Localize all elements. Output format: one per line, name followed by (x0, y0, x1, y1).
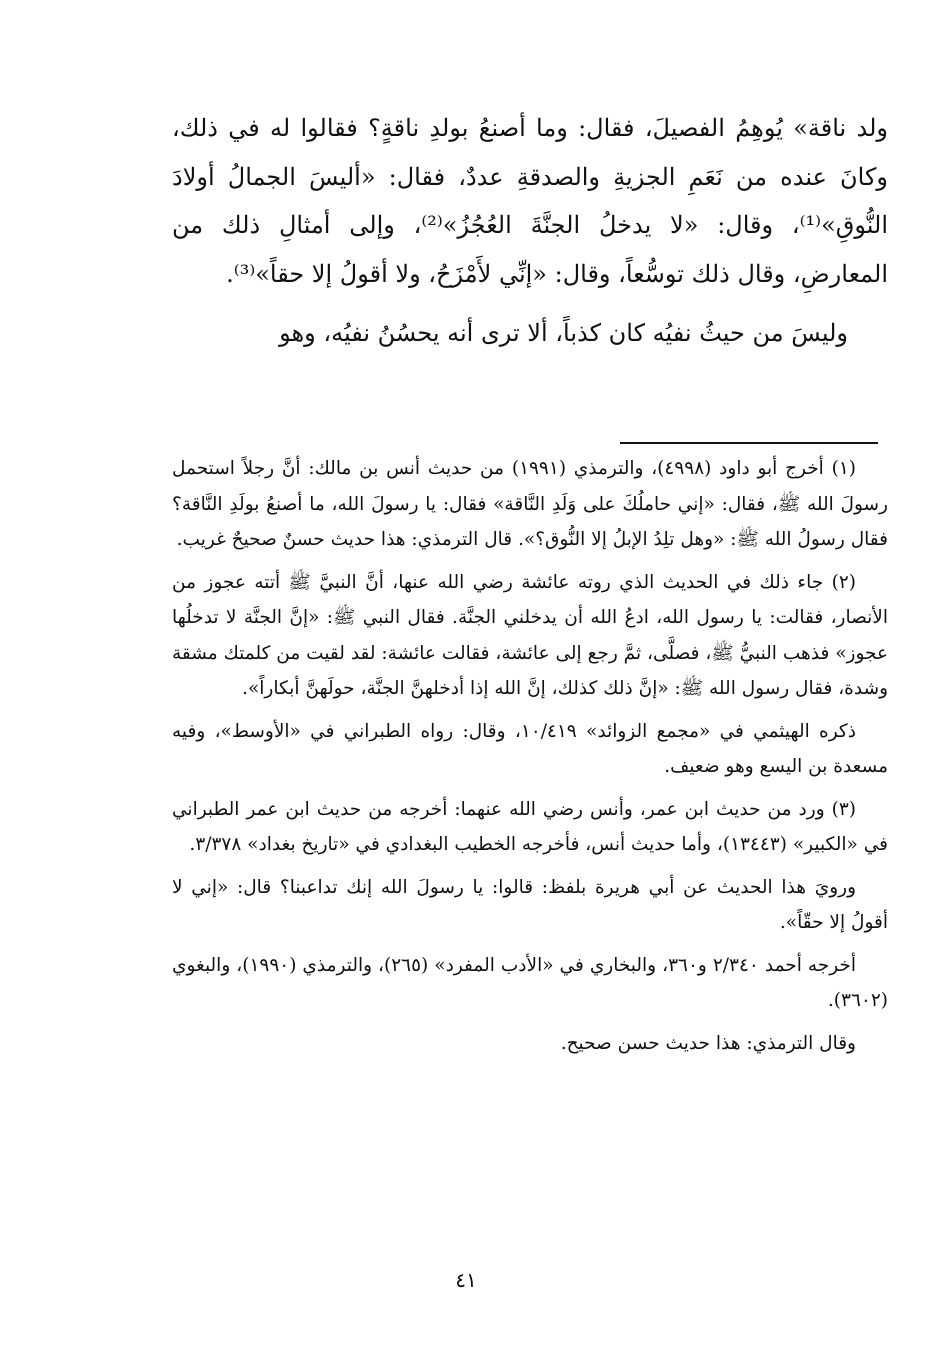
footnote-3-grading: وقال الترمذي: هذا حديث حسن صحيح. (560, 1032, 856, 1054)
main-text (172, 104, 888, 358)
footnote-2: (٢) جاء ذلك في الحديث الذي روته عائشة رضي الله عنها، أنَّ النبيَّ ﷺ أتته عجوز من الأنصار، فقالت: يا رسول الله، ادعُ الله أن يدخلني الجنَّة. فقال النبي ﷺ: «إنَّ الجنَّة لا تدخلُها عجوز» فذهب النبيُّ ﷺ، فصلَّى، ثمَّ رجع إلى عائشة، فقالت عائشة: لقد لقيت من كلمتك مشقة وشدة، فقال رسول الله ﷺ: «إنَّ ذلك كذلك، إنَّ الله إذا أدخلهنَّ الجنَّة، حولَهنَّ أبكاراً». (172, 571, 888, 699)
footnotes (172, 451, 888, 1068)
footnote-3: (٣) ورد من حديث ابن عمر، وأنس رضي الله عنهما: أخرجه من حديث ابن عمر الطبراني في «الكبير» (١٣٤٤٣)، وأما حديث أنس، فأخرجه الخطيب البغدادي في «تاريخ بغداد» ٣/٣٧٨. (172, 798, 888, 855)
footnote-separator (620, 442, 878, 444)
footnote-2-source: ذكره الهيثمي في «مجمع الزوائد» ١٠/٤١٩، وقال: رواه الطبراني في «الأوسط»، وفيه مسعدة بن اليسع وهو ضعيف. (172, 720, 888, 777)
main-paragraph: ولد ناقة» يُوهِمُ الفصيلَ، فقال: وما أصنعُ بولدِ ناقةٍ؟ فقالوا له في ذلك، وكانَ عنده من نَعَمِ الجزيةِ والصدقةِ عددٌ، فقال: «أليسَ الجمالُ أولادَ النُّوقِ»⁽¹⁾، وقال: «لا يدخلُ الجنَّةَ العُجُزُ»⁽²⁾، وإلى أمثالِ ذلك من المعارضِ، وقال ذلك توسُّعاً، وقال: «إنِّي لأَمْزَحُ، ولا أقولُ إلا حقاً»⁽³⁾. (172, 114, 888, 288)
page-number: ٤١ (455, 1268, 477, 1292)
footnote-3-variant: ورويَ هذا الحديث عن أبي هريرة بلفظ: قالوا: يا رسولَ الله إنك تداعبنا؟ قال: «إني لا أقولُ إلا حقّاً». (172, 876, 888, 933)
main-paragraph: وليسَ من حيثُ نفيُه كان كذباً، ألا ترى أنه يحسُنُ نفيُه، وهو (279, 319, 848, 348)
footnote-3-sources: أخرجه أحمد ٢/٣٤٠ و٣٦٠، والبخاري في «الأدب المفرد» (٢٦٥)، والترمذي (١٩٩٠)، والبغوي (٣٦٠٢). (172, 954, 888, 1011)
footnote-1: (١) أخرج أبو داود (٤٩٩٨)، والترمذي (١٩٩١) من حديث أنس بن مالك: أنَّ رجلاً استحمل رسولَ الله ﷺ، فقال: «إني حاملُكَ على وَلَدِ النَّاقة» فقال: يا رسولَ الله، ما أصنعُ بولَدِ النَّاقة؟ فقال رسولُ الله ﷺ: «وهل تلِدُ الإبلُ إلا النُّوق؟». قال الترمذي: هذا حديث حسنٌ صحيحٌ غريب. (172, 458, 888, 550)
